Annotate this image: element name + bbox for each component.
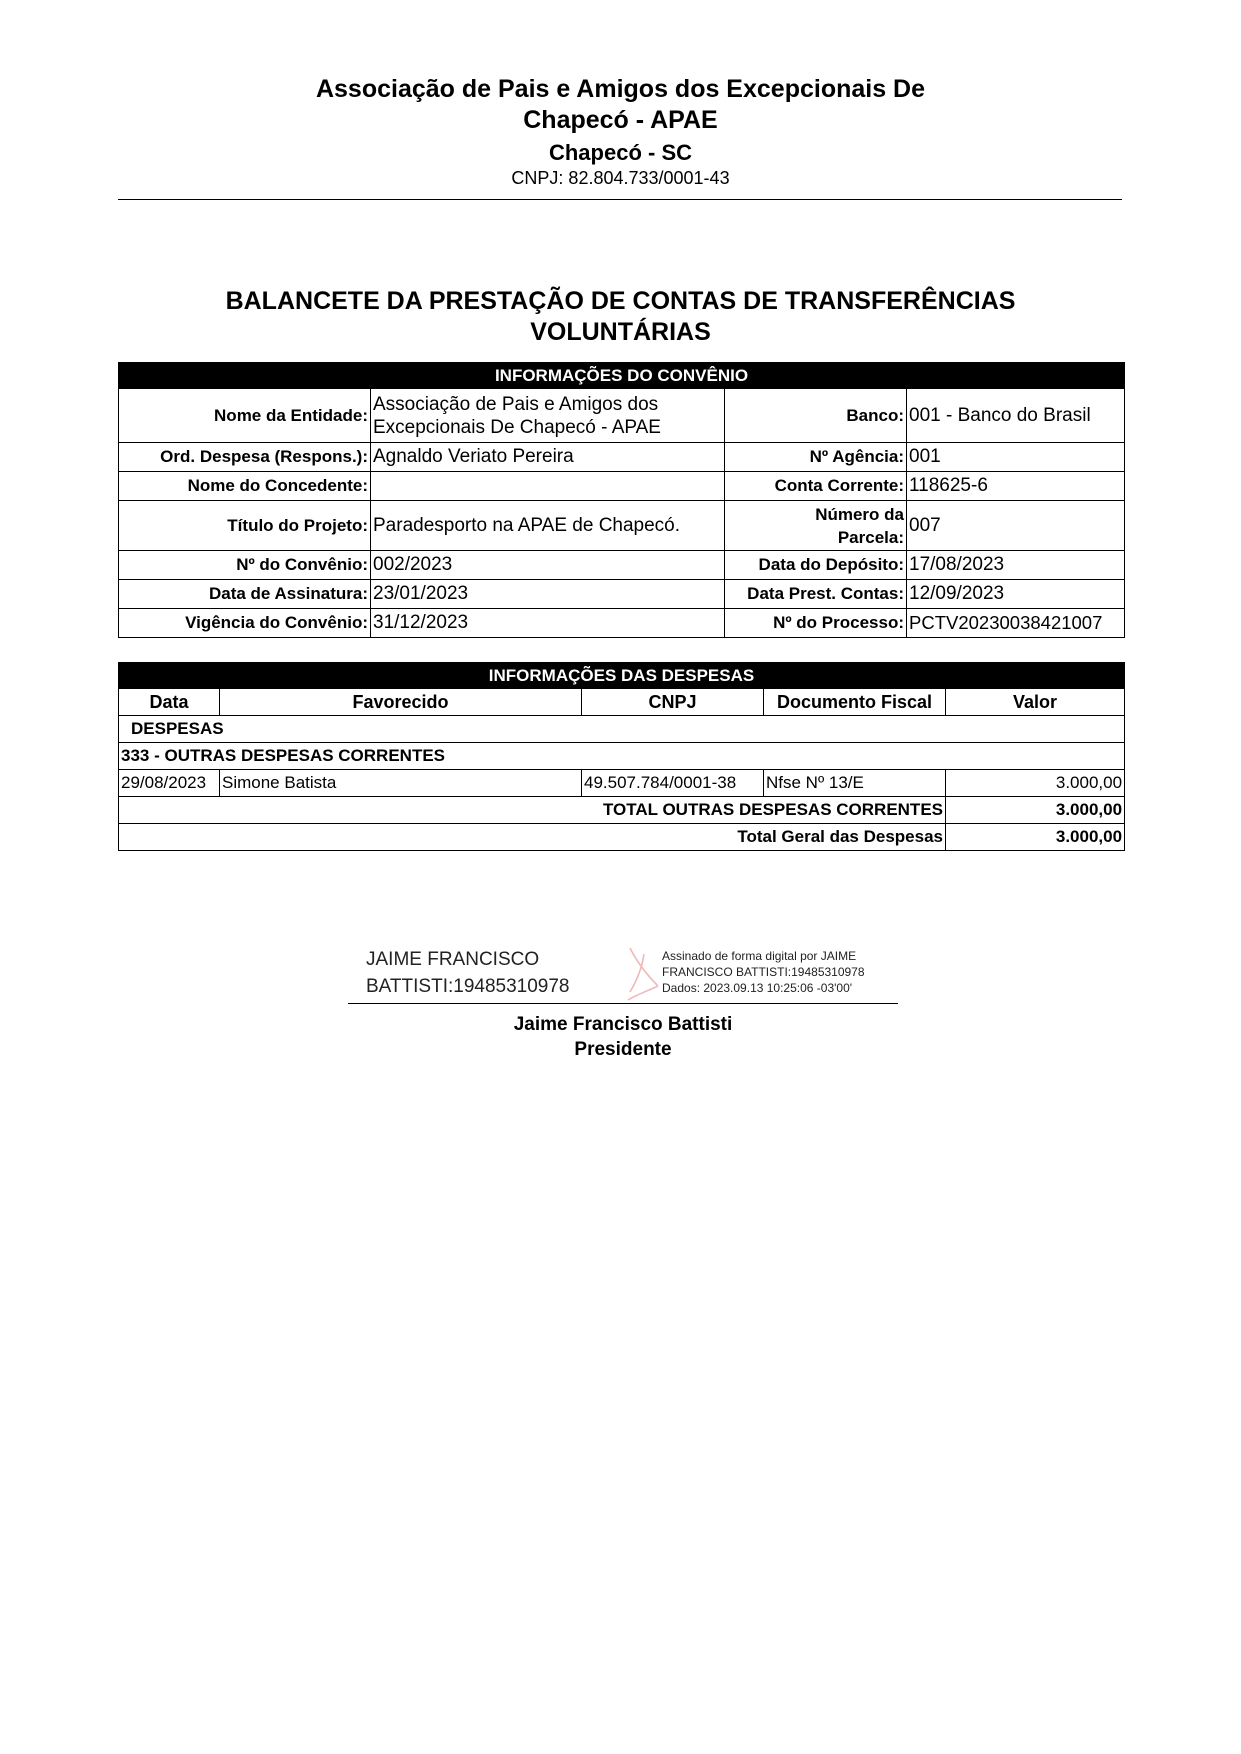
total-label: Total Geral das Despesas (119, 824, 946, 851)
conta-corrente-label: Conta Corrente: (725, 472, 907, 501)
nome-entidade-label: Nome da Entidade: (119, 389, 371, 443)
table-row (119, 770, 1125, 797)
vigencia-value: 31/12/2023 (371, 609, 725, 638)
organization-city: Chapecó - SC (548, 140, 693, 165)
nome-entidade-line2: Excepcionais De Chapecó - APAE (373, 416, 661, 438)
item-documento: Nfse Nº 13/E (764, 770, 946, 797)
signature-line (348, 1003, 898, 1004)
assinatura-value: 23/01/2023 (371, 580, 725, 609)
deposito-value: 17/08/2023 (907, 551, 1125, 580)
signature-mark-icon (624, 946, 664, 1002)
digital-signature-line1: Assinado de forma digital por JAIME (662, 949, 857, 963)
concedente-label: Nome do Concedente: (119, 472, 371, 501)
column-header-valor: Valor (946, 689, 1125, 716)
banco-value: 001 - Banco do Brasil (907, 389, 1125, 443)
digital-signature-name-line1: JAIME FRANCISCO (366, 949, 540, 970)
deposito-label: Data do Depósito: (725, 551, 907, 580)
parcela-value: 007 (907, 501, 1125, 551)
header-divider (118, 199, 1122, 200)
digital-signature-name (366, 946, 570, 1000)
banco-label: Banco: (725, 389, 907, 443)
total-value: 3.000,00 (946, 824, 1125, 851)
item-cnpj: 49.507.784/0001-38 (582, 770, 764, 797)
organization-cnpj: CNPJ: 82.804.733/0001-43 (511, 168, 730, 188)
concedente-value (371, 472, 725, 501)
prest-contas-value: 12/09/2023 (907, 580, 1125, 609)
subtotal-label: TOTAL OUTRAS DESPESAS CORRENTES (119, 797, 946, 824)
signer-block (348, 1012, 898, 1062)
convenio-section-title: INFORMAÇÕES DO CONVÊNIO (119, 363, 1125, 389)
organization-name-line2: Chapecó - APAE (523, 106, 718, 134)
column-header-data: Data (119, 689, 220, 716)
ord-despesa-label: Ord. Despesa (Respons.): (119, 443, 371, 472)
despesas-group-label: DESPESAS (119, 716, 1125, 743)
prest-contas-label: Data Prest. Contas: (725, 580, 907, 609)
agencia-label: Nº Agência: (725, 443, 907, 472)
titulo-projeto-value: Paradesporto na APAE de Chapecó. (371, 501, 725, 551)
organization-name (0, 74, 1241, 136)
convenio-num-value: 002/2023 (371, 551, 725, 580)
convenio-info-table (118, 362, 1125, 638)
column-header-cnpj: CNPJ (582, 689, 764, 716)
item-data: 29/08/2023 (119, 770, 220, 797)
digital-signature-name-line2: BATTISTI:19485310978 (366, 976, 570, 997)
digital-signature-line2: FRANCISCO BATTISTI:19485310978 (662, 965, 865, 979)
subtotal-value: 3.000,00 (946, 797, 1125, 824)
assinatura-label: Data de Assinatura: (119, 580, 371, 609)
parcela-label-line2: Parcela: (837, 527, 904, 547)
parcela-label (725, 501, 907, 551)
ord-despesa-value: Agnaldo Veriato Pereira (371, 443, 725, 472)
agencia-value: 001 (907, 443, 1125, 472)
despesas-subgroup-label: 333 - OUTRAS DESPESAS CORRENTES (119, 743, 1125, 770)
document-title-line2: VOLUNTÁRIAS (530, 318, 711, 346)
signer-role: Presidente (574, 1039, 672, 1060)
item-favorecido: Simone Batista (220, 770, 582, 797)
vigencia-label: Vigência do Convênio: (119, 609, 371, 638)
document-title (0, 286, 1241, 348)
convenio-num-label: Nº do Convênio: (119, 551, 371, 580)
item-valor: 3.000,00 (946, 770, 1125, 797)
despesas-section-title: INFORMAÇÕES DAS DESPESAS (119, 663, 1125, 689)
nome-entidade-line1: Associação de Pais e Amigos dos (373, 393, 659, 415)
nome-entidade-value (371, 389, 725, 443)
organization-name-line1: Associação de Pais e Amigos dos Excepcionais De (315, 75, 926, 103)
processo-value: PCTV20230038421007 (907, 609, 1125, 638)
column-header-favorecido: Favorecido (220, 689, 582, 716)
column-header-documento: Documento Fiscal (764, 689, 946, 716)
conta-corrente-value: 118625-6 (907, 472, 1125, 501)
titulo-projeto-label: Título do Projeto: (119, 501, 371, 551)
document-title-line1: BALANCETE DA PRESTAÇÃO DE CONTAS DE TRANSFERÊNCIAS (225, 287, 1016, 315)
parcela-label-line1: Número da (815, 504, 904, 524)
despesas-table (118, 662, 1125, 851)
signer-name: Jaime Francisco Battisti (513, 1014, 733, 1035)
digital-signature-details (662, 948, 865, 996)
processo-label: Nº do Processo: (725, 609, 907, 638)
digital-signature-line3: Dados: 2023.09.13 10:25:06 -03'00' (662, 981, 853, 995)
